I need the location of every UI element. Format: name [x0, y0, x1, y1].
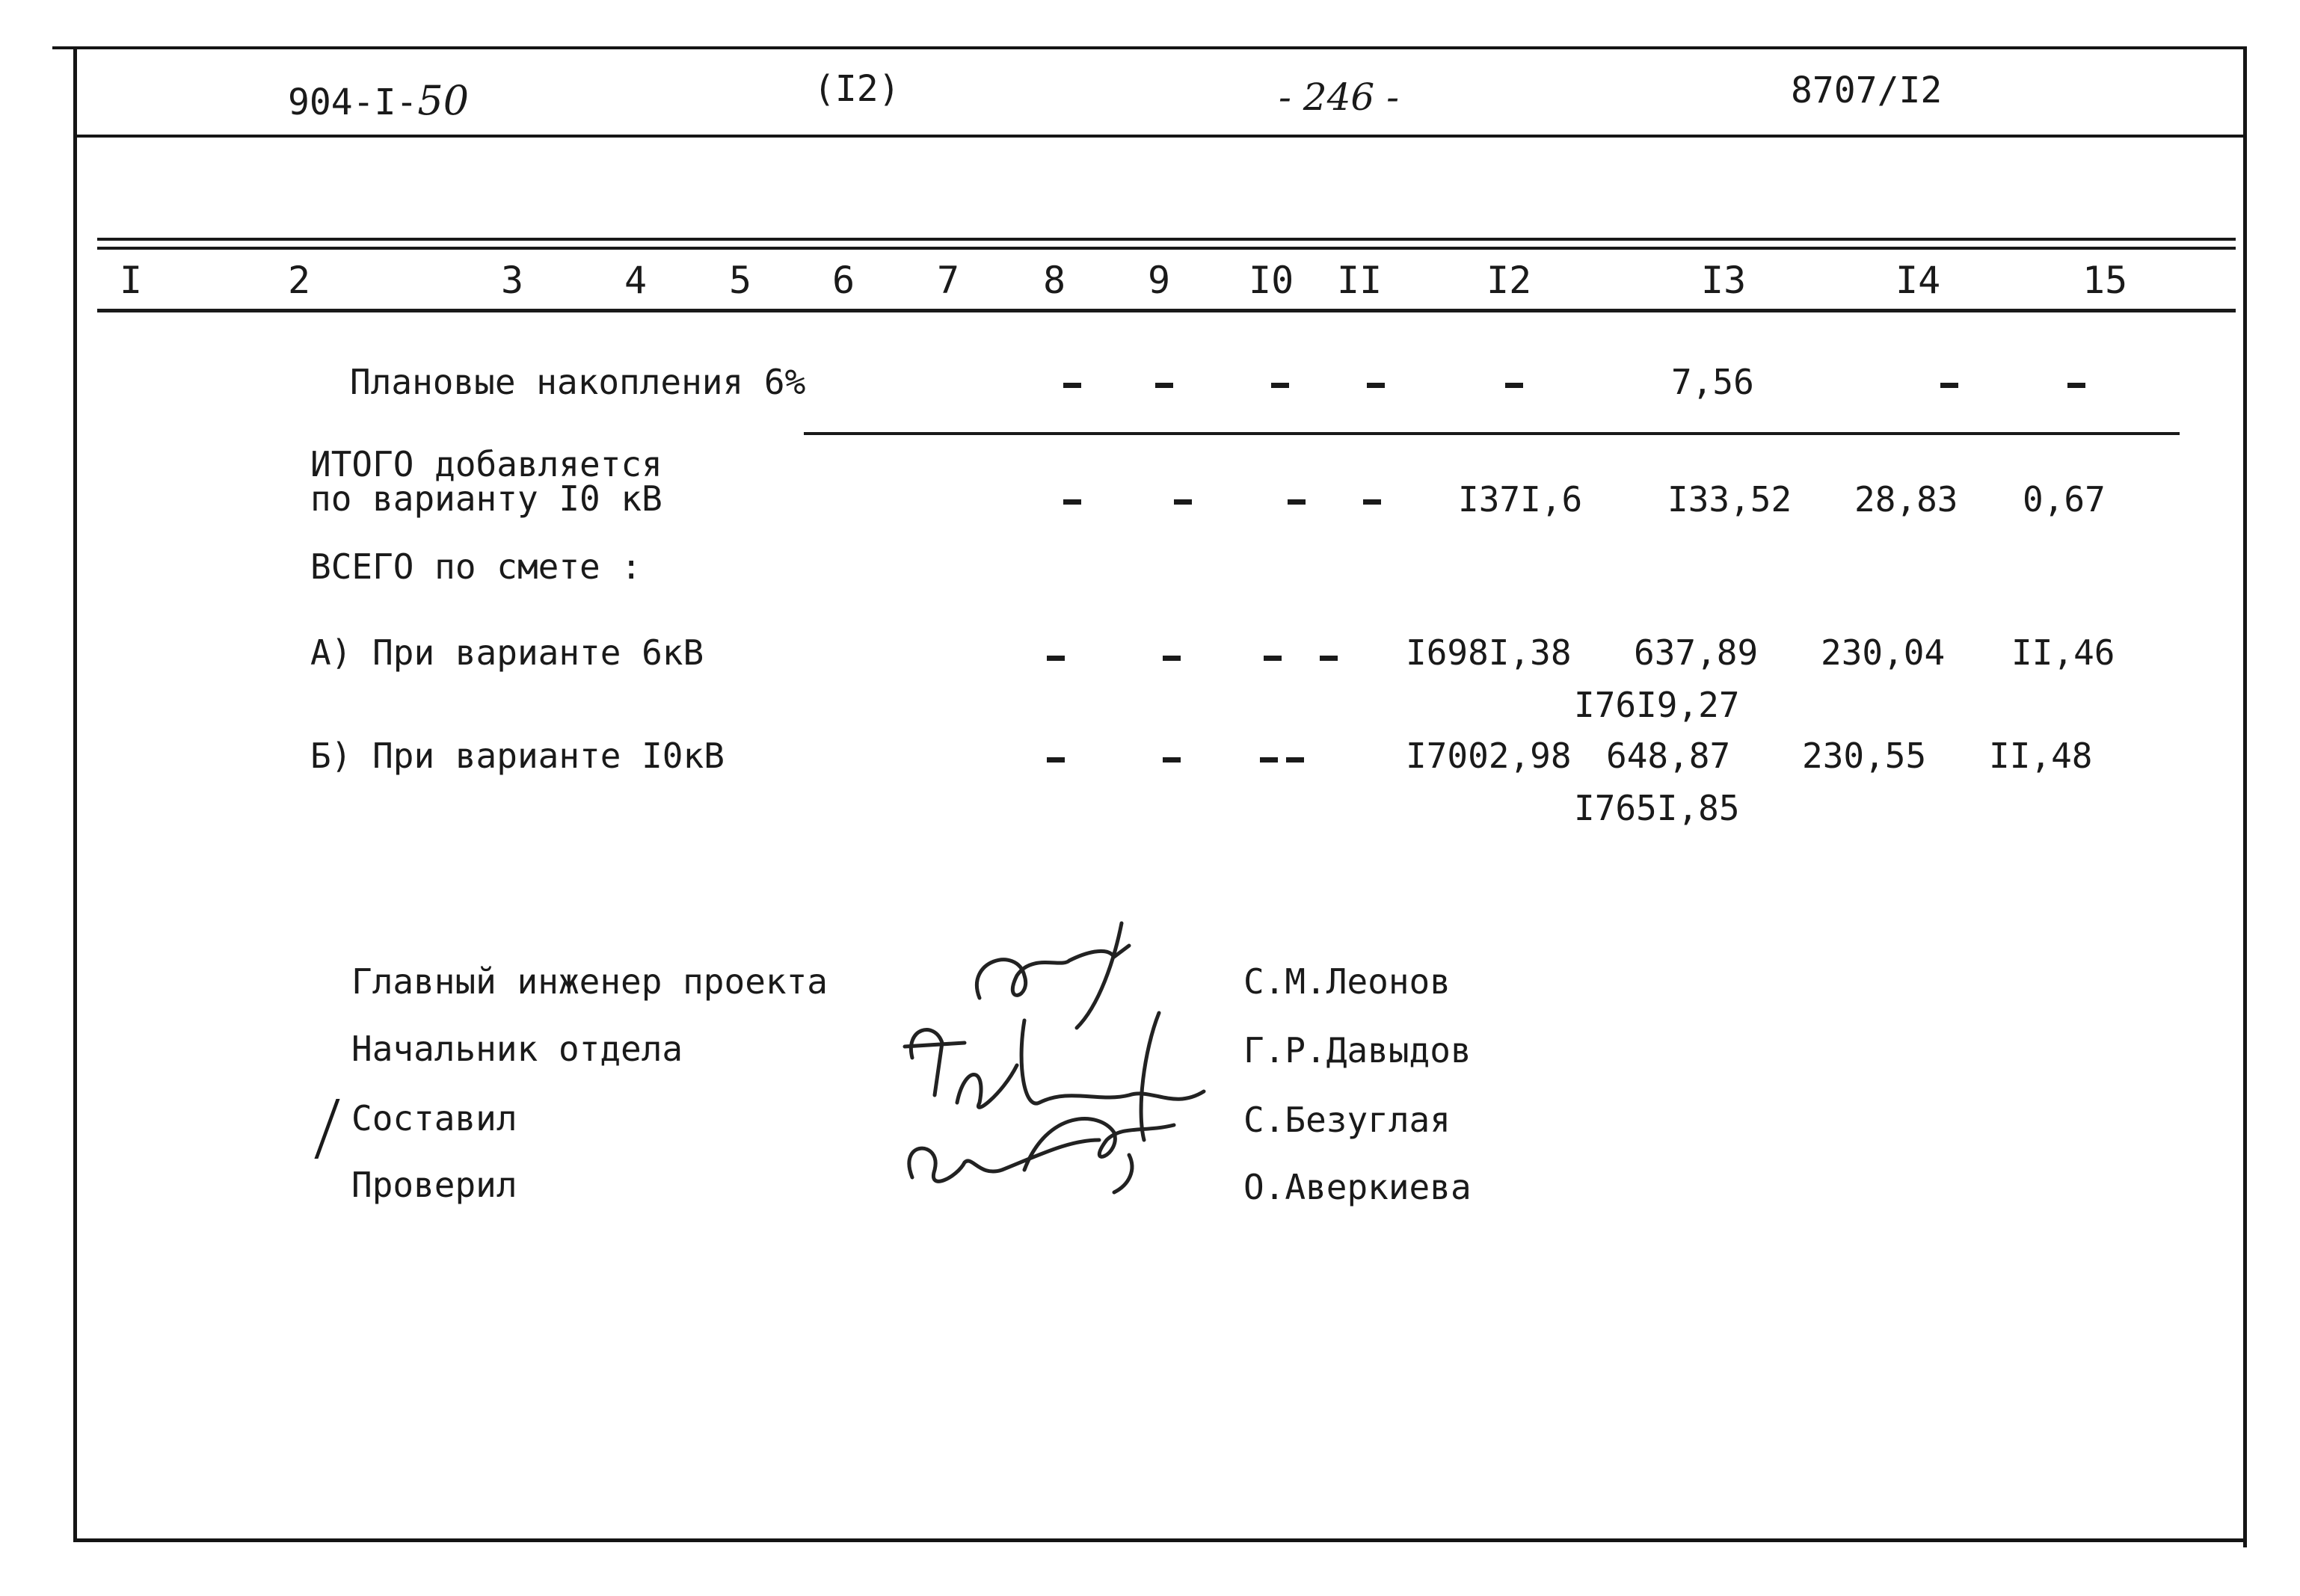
frame-bottom-line [73, 1538, 2247, 1542]
row-variant-b-total: I765I,85 [1574, 788, 1740, 828]
row-itogo-c12: I37I,6 [1458, 479, 1583, 520]
dash-planned-c9 [1155, 383, 1173, 388]
signature-stroke-5 [1141, 1013, 1159, 1140]
table-header-rule-1 [97, 238, 2236, 241]
handwritten-signatures [890, 916, 1219, 1230]
row-itogo-c15: 0,67 [2023, 479, 2106, 520]
doc-number-prefix: 904-I- [288, 81, 418, 123]
column-number-2: 2 [287, 259, 311, 302]
dash-planned-c10 [1271, 383, 1289, 388]
frame-top-line [52, 46, 2247, 49]
column-number-10: I0 [1249, 259, 1294, 302]
dash-planned-c14 [1940, 383, 1958, 388]
row-itogo-label-line1: ИТОГО добавляется [310, 444, 662, 484]
row-variant-b-c12: I7002,98 [1406, 736, 1572, 776]
signature-role-compiled-by: Составил [351, 1098, 517, 1139]
row-variant-a-c12: I698I,38 [1406, 632, 1572, 673]
row-variant-a-label: А) При варианте 6кВ [310, 632, 704, 673]
row-variant-b-c13: 648,87 [1606, 736, 1731, 776]
table-header-rule-bottom [97, 309, 2236, 312]
dash-planned-c15 [2067, 383, 2085, 388]
signature-stroke-1 [977, 946, 1129, 998]
dash-variant-b-c11 [1286, 757, 1304, 762]
dash-variant-a-c8 [1047, 656, 1065, 661]
row-planned-c13: 7,56 [1671, 362, 1754, 402]
dash-itogo-c9 [1174, 499, 1192, 505]
row-itogo-c13: I33,52 [1667, 479, 1792, 520]
row-variant-a-total: I76I9,27 [1574, 685, 1740, 725]
column-number-3: 3 [500, 259, 524, 302]
sheet-number: (I2) [814, 68, 900, 110]
column-number-14: I4 [1895, 259, 1941, 302]
row-planned-label: Плановые накопления 6% [350, 362, 806, 402]
column-number-6: 6 [831, 259, 855, 302]
signature-role-chief-engineer: Главный инженер проекта [351, 961, 828, 1002]
column-number-12: I2 [1486, 259, 1532, 302]
row-itogo-c14: 28,83 [1854, 479, 1958, 520]
signature-stroke-4 [1021, 1020, 1204, 1103]
row-itogo-label [310, 444, 662, 519]
dash-variant-a-c10 [1264, 656, 1282, 661]
dash-variant-a-c9 [1163, 656, 1181, 661]
row-variant-a-c13: 637,89 [1634, 632, 1759, 673]
signature-name-chief-engineer: С.М.Леонов [1243, 961, 1451, 1002]
row-variant-b-c14: 230,55 [1802, 736, 1927, 776]
signature-stroke-2 [1077, 923, 1122, 1028]
dash-itogo-c8 [1063, 499, 1081, 505]
document-code: 8707/I2 [1791, 70, 1943, 111]
dash-planned-c8 [1063, 383, 1081, 388]
signature-role-checked-by: Проверил [351, 1165, 517, 1205]
signature-name-department-head: Г.Р.Давыдов [1243, 1030, 1472, 1070]
dash-itogo-c11 [1363, 499, 1381, 505]
column-number-8: 8 [1042, 259, 1066, 302]
doc-number [288, 77, 470, 124]
row-variant-a-c15: II,46 [2011, 632, 2115, 673]
column-number-7: 7 [936, 259, 960, 302]
row-variant-b-c15: II,48 [1989, 736, 2093, 776]
row-variant-a-c14: 230,04 [1821, 632, 1946, 673]
signature-stroke-3 [905, 1030, 1017, 1108]
column-number-13: I3 [1701, 259, 1747, 302]
column-number-4: 4 [624, 259, 648, 302]
dash-variant-b-c9 [1163, 757, 1181, 762]
frame-right-line [2243, 46, 2247, 1547]
row-vsego-label: ВСЕГО по смете : [310, 546, 642, 587]
dash-itogo-c10 [1288, 499, 1306, 505]
column-number-11: II [1337, 259, 1383, 302]
row-itogo-label-line2: по варианту I0 кВ [310, 478, 662, 519]
signature-role-department-head: Начальник отдела [351, 1029, 683, 1069]
row-variant-b-label: Б) При варианте I0кВ [310, 736, 725, 776]
dash-variant-a-c11 [1320, 656, 1338, 661]
doc-number-suffix: 50 [417, 77, 470, 124]
table-header-rule-2 [97, 247, 2236, 250]
page-number: - 246 - [1279, 76, 1400, 119]
signature-name-compiled-by: С.Безуглая [1243, 1100, 1451, 1140]
dash-variant-b-c10 [1260, 757, 1278, 762]
dash-variant-b-c8 [1047, 757, 1065, 762]
subtotal-rule [804, 432, 2180, 435]
dash-planned-c12 [1505, 383, 1523, 388]
signature-stroke-7 [1024, 1119, 1174, 1170]
column-number-5: 5 [728, 259, 752, 302]
column-number-9: 9 [1147, 259, 1171, 302]
frame-left-line [73, 46, 77, 1541]
column-number-1: I [119, 259, 143, 302]
column-number-15: 15 [2082, 259, 2128, 302]
signature-name-checked-by: О.Аверкиева [1243, 1167, 1472, 1207]
dash-planned-c11 [1367, 383, 1385, 388]
signature-stroke-8 [1114, 1155, 1132, 1192]
margin-slash-mark [314, 1099, 339, 1159]
signature-stroke-6 [909, 1140, 1099, 1181]
header-divider [73, 135, 2247, 138]
